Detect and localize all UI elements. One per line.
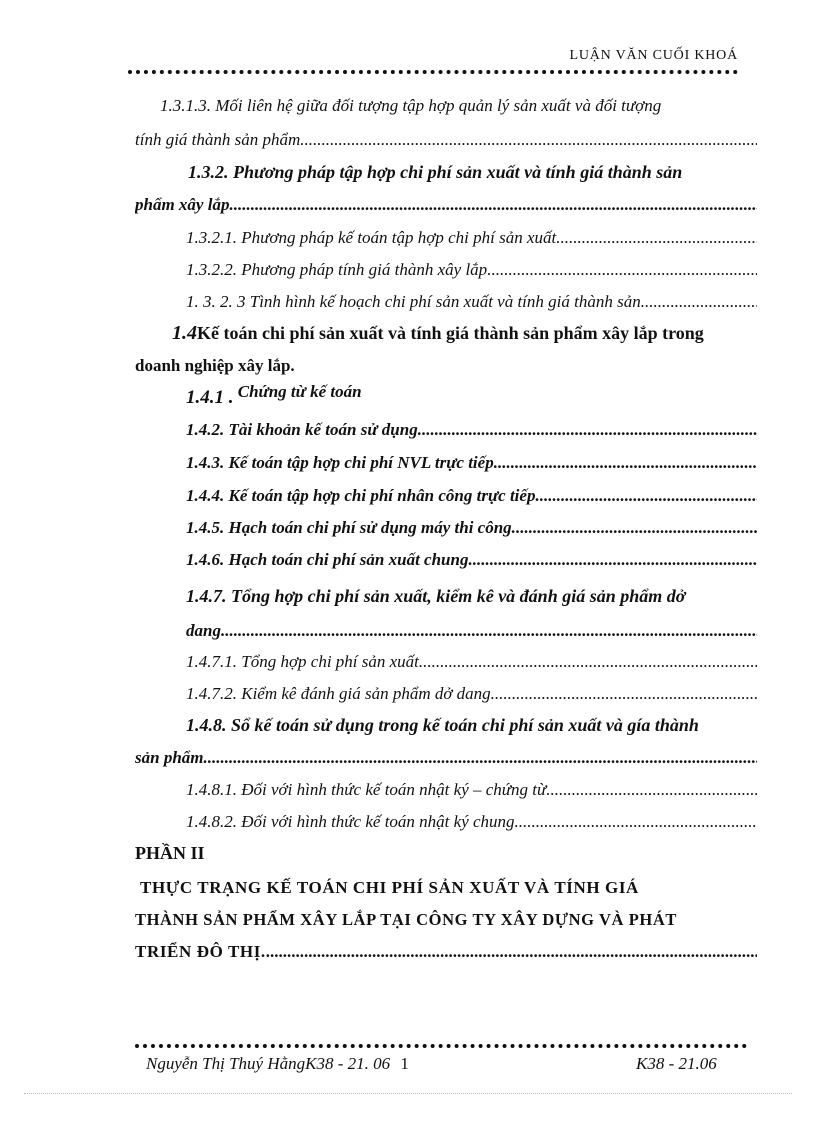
toc-entry-1-3-2: 1.3.2. Phương pháp tập hợp chi phí sản xuất và tính giá thành sản xyxy=(188,162,683,182)
toc-entry-1-4-cont: doanh nghiệp xây lắp. xyxy=(135,356,295,375)
toc-entry-1-4-8: 1.4.8. Sổ kế toán sử dụng trong kế toán chi phí sản xuất và gía thành xyxy=(186,715,699,735)
toc-entry-1-4-4 xyxy=(186,486,757,506)
footer-dotted-rule xyxy=(135,1044,747,1048)
toc-entry-text: 1.4.6. Hạch toán chi phí sản xuất chung xyxy=(186,550,469,569)
toc-entry-1-3-1-3: 1.3.1.3. Mối liên hệ giữa đối tượng tập hợp quản lý sản xuất và đối tượng xyxy=(160,96,662,115)
toc-entry-text: 1.4.7.1. Tổng hợp chi phí sản xuất. xyxy=(186,652,424,671)
toc-entry-1-4-7: 1.4.7. Tổng hợp chi phí sản xuất, kiểm kê và đánh giá sản phẩm dở xyxy=(186,586,686,606)
dot-leader xyxy=(225,621,757,641)
toc-entry-1-3-2-2 xyxy=(186,260,757,280)
dot-leader xyxy=(556,228,757,248)
toc-entry-text: 1.4.5. Hạch toán chi phí sử dụng máy thi công. xyxy=(186,518,516,537)
footer-page-number: 1 xyxy=(400,1054,409,1073)
toc-entry-text: 1.4.2. Tài khoản kế toán sử dụng. xyxy=(186,420,422,439)
dot-leader xyxy=(229,195,757,215)
header-dotted-rule xyxy=(128,70,738,74)
dot-leader xyxy=(468,550,757,570)
toc-entry-1-4-1 xyxy=(186,382,362,409)
toc-entry-text: Kế toán chi phí sản xuất và tính giá thành sản phẩm xây lắp trong xyxy=(197,323,704,343)
toc-entry-text: 1.4.8.2. Đối với hình thức kế toán nhật ký chung xyxy=(186,812,515,831)
toc-entry-1-4-8-cont xyxy=(135,748,757,768)
toc-entry-1-4 xyxy=(172,322,704,345)
dot-leader xyxy=(641,292,757,312)
toc-entry-1-4-7-2 xyxy=(186,684,757,704)
toc-entry-text: 1.4.8.1. Đối với hình thức kế toán nhật ký – chứng từ. xyxy=(186,780,551,799)
toc-entry-1-4-2 xyxy=(186,420,757,440)
footer-author xyxy=(146,1054,409,1074)
dot-leader xyxy=(515,812,757,832)
dot-leader xyxy=(551,780,757,800)
toc-entry-1-4-6 xyxy=(186,550,757,570)
part-title-line-3 xyxy=(135,942,757,962)
toc-entry-1-4-7-1 xyxy=(186,652,757,672)
dot-leader xyxy=(540,486,757,506)
dot-leader xyxy=(487,260,757,280)
toc-entry-1-4-3 xyxy=(186,453,757,473)
page-bottom-rule xyxy=(24,1093,792,1094)
part-heading: PHẦN II xyxy=(135,843,205,863)
dot-leader xyxy=(495,684,757,704)
toc-entry-text: 1.3.2.1. Phương pháp kế toán tập hợp chi phí sản xuất xyxy=(186,228,557,247)
toc-entry-text: 1.4.7.2. Kiểm kê đánh giá sản phẩm dở dang. xyxy=(186,684,495,703)
toc-entry-1-3-2-cont xyxy=(135,195,757,215)
dot-leader xyxy=(516,518,757,538)
toc-entry-1-3-2-1 xyxy=(186,228,757,248)
toc-entry-text: tính giá thành sản phẩm xyxy=(135,130,301,149)
section-number: 1.4.1 . xyxy=(186,387,234,408)
dot-leader xyxy=(423,652,757,672)
dot-leader xyxy=(208,748,757,768)
toc-entry-1-4-8-2 xyxy=(186,812,757,832)
toc-entry-text: TRIỂN ĐÔ THỊ. xyxy=(135,942,266,961)
toc-entry-1-4-8-1 xyxy=(186,780,757,800)
part-title-line-2: THÀNH SẢN PHẨM XÂY LẮP TẠI CÔNG TY XÂY DỰNG VÀ PHÁT xyxy=(135,910,677,929)
dot-leader xyxy=(498,453,757,473)
toc-entry-text: 1.4.3. Kế toán tập hợp chi phí NVL trực tiếp. xyxy=(186,453,498,472)
toc-entry-1-3-2-3 xyxy=(186,292,757,312)
toc-entry-text: Chứng từ kế toán xyxy=(237,382,362,401)
dot-leader xyxy=(266,942,757,962)
toc-entry-1-3-1-3-cont xyxy=(135,130,757,150)
dot-leader xyxy=(300,130,757,150)
toc-entry-text: sản phẩm. xyxy=(135,748,208,767)
toc-entry-1-4-5 xyxy=(186,518,757,538)
toc-entry-text: 1.4.4. Kế toán tập hợp chi phí nhân công trực tiếp. xyxy=(186,486,540,505)
toc-entry-text: 1. 3. 2. 3 Tình hình kế hoạch chi phí sản xuất và tính giá thành sản xyxy=(186,292,641,311)
footer-class-code: K38 - 21.06 xyxy=(636,1054,717,1073)
section-number: 1.4 xyxy=(172,322,197,344)
document-header-title: LUẬN VĂN CUỐI KHOÁ xyxy=(569,48,738,63)
toc-entry-1-4-7-cont xyxy=(186,621,757,641)
toc-entry-text: phẩm xây lắp xyxy=(135,195,230,214)
footer-author-text: Nguyễn Thị Thuý HằngK38 - 21. 06 xyxy=(146,1054,391,1073)
toc-entry-text: 1.3.2.2. Phương pháp tính giá thành xây lắp xyxy=(186,260,488,279)
dot-leader xyxy=(422,420,757,440)
part-title-line-1: THỰC TRẠNG KẾ TOÁN CHI PHÍ SẢN XUẤT VÀ TÍNH GIÁ xyxy=(140,878,639,897)
toc-entry-text: dang. xyxy=(186,621,226,640)
